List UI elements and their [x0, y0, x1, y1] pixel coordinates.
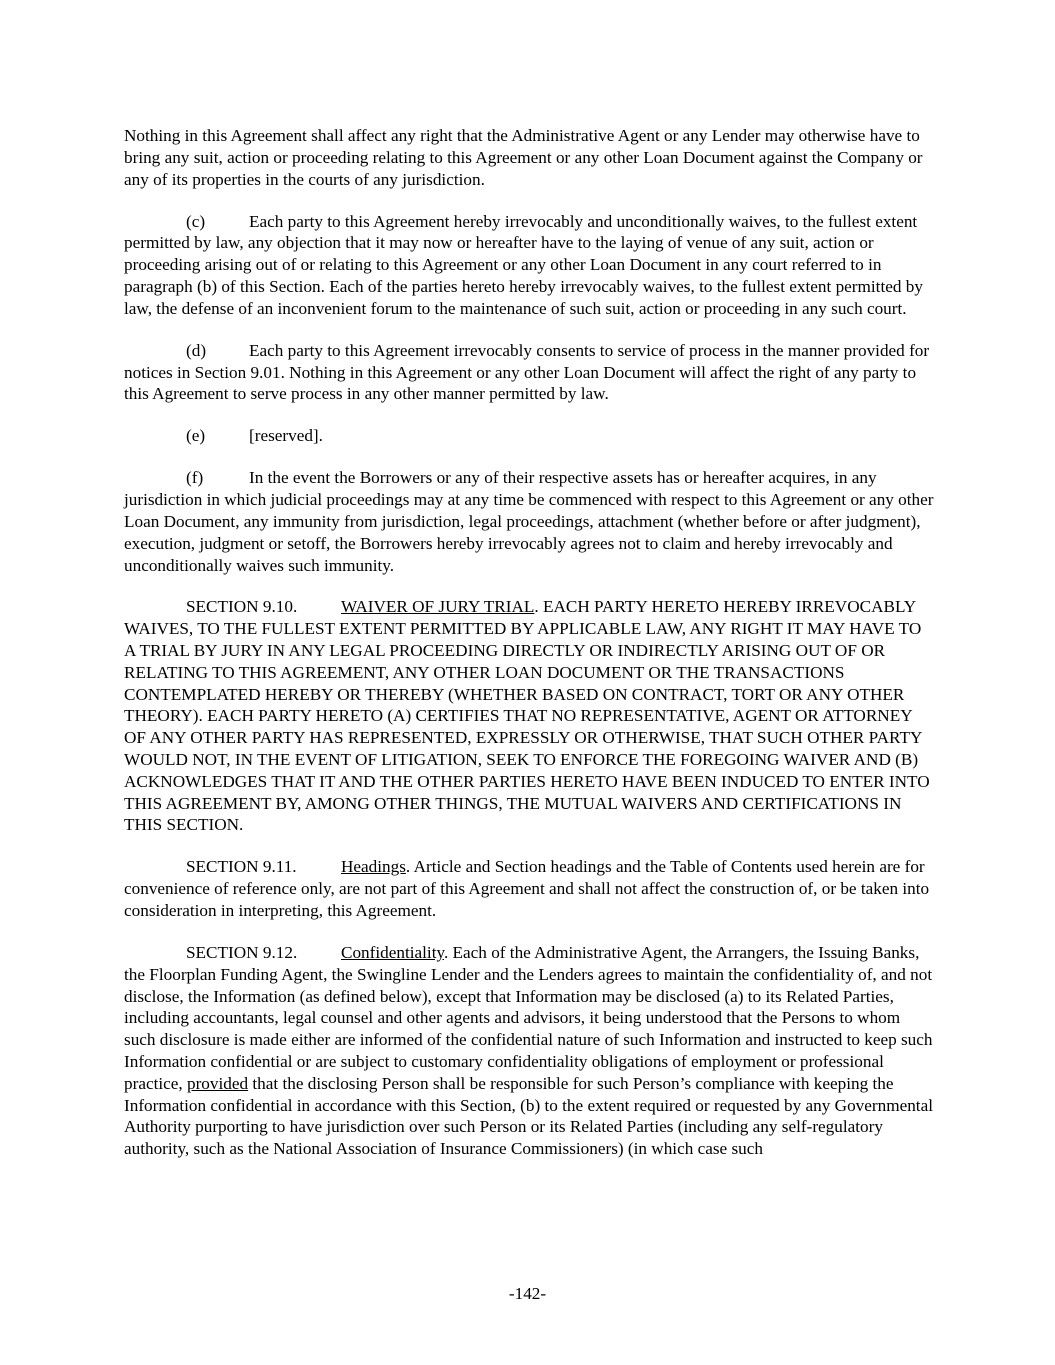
section-text-continued: that the disclosing Person shall be responsible for such Person’s compliance with keeping the Information confidential in accordance with this Section, (b) to the extent required or requested by any Governmental Authority purporting to have jurisdiction over such Person or its Related Parties (including any self-regulatory authority, such as the National Association of Insurance Commissioners) (in which case such — [124, 1073, 933, 1159]
provided-term: provided — [186, 1073, 249, 1093]
section-heading: Confidentiality — [341, 943, 444, 963]
section-text: . EACH PARTY HERETO HEREBY IRREVOCABLY WAIVES, TO THE FULLEST EXTENT PERMITTED BY APPLICABLE LAW, ANY RIGHT IT MAY HAVE TO A TRIAL BY JURY IN ANY LEGAL PROCEEDING DIRECTLY OR INDIRECTLY ARISING OUT OF OR RELATING TO THIS AGREEMENT, ANY OTHER LOAN DOCUMENT OR THE TRANSACTIONS CONTEMPLATED HEREBY OR THEREBY (WHETHER BASED ON CONTRACT, TORT OR ANY OTHER THEORY). EACH PARTY HERETO (A) CERTIFIES THAT NO REPRESENTATIVE, AGENT OR ATTORNEY OF ANY OTHER PARTY HAS REPRESENTED, EXPRESSLY OR OTHERWISE, THAT SUCH OTHER PARTY WOULD NOT, IN THE EVENT OF LITIGATION, SEEK TO ENFORCE THE FOREGOING WAIVER AND (B) ACKNOWLEDGES THAT IT AND THE OTHER PARTIES HERETO HAVE BEEN INDUCED TO ENTER INTO THIS AGREEMENT BY, AMONG OTHER THINGS, THE MUTUAL WAIVERS AND CERTIFICATIONS IN THIS SECTION. — [124, 597, 930, 835]
paragraph-label: (f) — [186, 468, 204, 488]
section-heading: WAIVER OF JURY TRIAL — [341, 597, 535, 617]
section-9-11 — [124, 856, 934, 921]
paragraph-c — [124, 211, 934, 320]
paragraph-text: In the event the Borrowers or any of their respective assets has or hereafter acquires, in any jurisdiction in which judicial proceedings may at any time be commenced with respect to this Agreement or any other Loan Document, any immunity from jurisdiction, legal proceedings, attachment (whether before or after judgment), execution, judgment or setoff, the Borrowers hereby irrevocably agrees not to claim and hereby irrevocably and unconditionally waives such immunity. — [124, 468, 934, 575]
section-number: SECTION 9.11. — [186, 857, 297, 877]
section-9-12 — [124, 942, 934, 1160]
paragraph-label: (e) — [186, 426, 206, 446]
paragraph-text: Each party to this Agreement irrevocably consents to service of process in the manner provided for notices in Section 9.01. Nothing in this Agreement or any other Loan Document will affect the right of any party to this Agreement to serve process in any other manner permitted by law. — [124, 340, 930, 404]
section-number: SECTION 9.10. — [186, 597, 298, 617]
paragraph-continuation: Nothing in this Agreement shall affect any right that the Administrative Agent or any Lender may otherwise have to bring any suit, action or proceeding relating to this Agreement or any other Loan Document against the Company or any of its properties in the courts of any jurisdiction. — [124, 126, 923, 189]
section-text: . Each of the Administrative Agent, the Arrangers, the Issuing Banks, the Floorplan Funding Agent, the Swingline Lender and the Lenders agrees to maintain the confidentiality of, and not disclose, the Information (as defined below), except that Information may be disclosed (a) to its Related Parties, including accountants, legal counsel and other agents and advisors, it being understood that the Persons to whom such disclosure is made either are informed of the confidential nature of such Information and instructed to keep such Information confidential or are subject to customary confidentiality obligations of employment or professional practice, — [124, 943, 933, 1093]
paragraph-d — [124, 340, 934, 405]
paragraph-text: Each party to this Agreement hereby irrevocably and unconditionally waives, to the fullest extent permitted by law, any objection that it may now or hereafter have to the laying of venue of any suit, action or proceeding arising out of or relating to this Agreement or any other Loan Document in any court referred to in paragraph (b) of this Section. Each of the parties hereto hereby irrevocably waives, to the fullest extent permitted by law, the defense of an inconvenient forum to the maintenance of such suit, action or proceeding in any such court. — [124, 211, 923, 318]
paragraph-label: (c) — [186, 211, 206, 231]
paragraph-text: [reserved]. — [249, 426, 323, 446]
section-heading: Headings — [341, 857, 406, 877]
section-9-10 — [124, 596, 934, 836]
paragraph-label: (d) — [186, 340, 207, 360]
section-number: SECTION 9.12. — [186, 943, 298, 963]
section-text: . Article and Section headings and the Table of Contents used herein are for convenience of reference only, are not part of this Agreement and shall not affect the construction of, or be taken into consideration in interpreting, this Agreement. — [124, 857, 930, 921]
paragraph-e — [124, 425, 934, 447]
page-number: -142- — [508, 1284, 547, 1303]
paragraph-f — [124, 467, 934, 576]
document-body — [124, 125, 934, 1180]
